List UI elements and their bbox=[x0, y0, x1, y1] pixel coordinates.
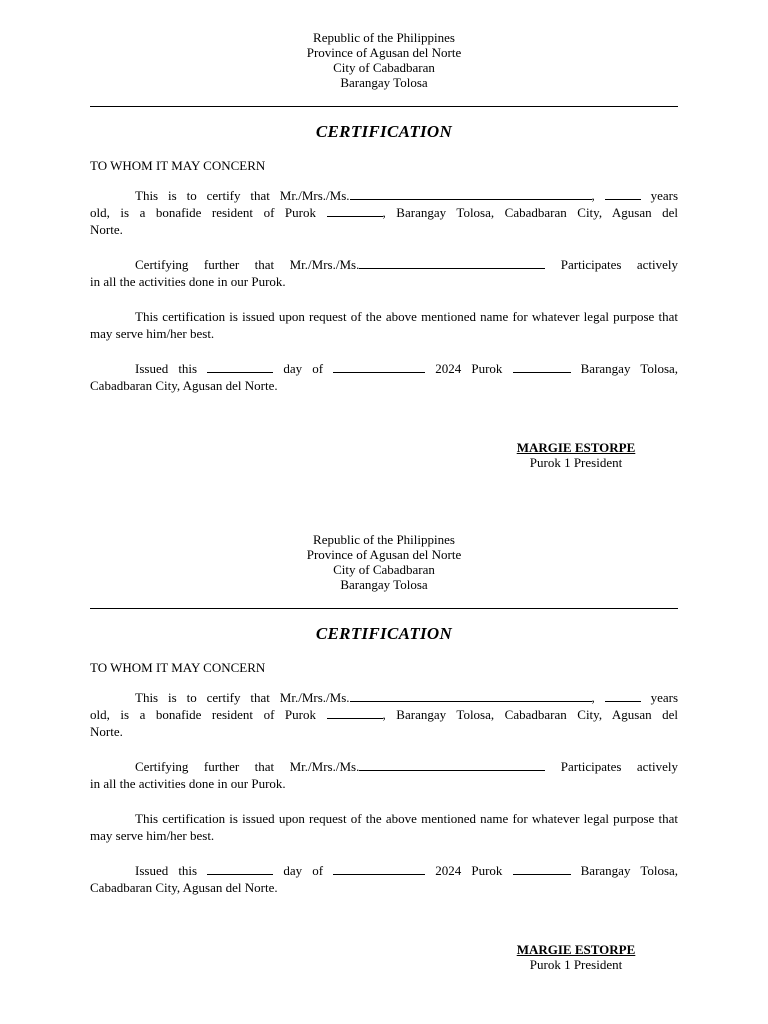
signatory-position: Purok 1 President bbox=[529, 455, 623, 470]
signatory-position: Purok 1 President bbox=[529, 957, 623, 972]
header-divider bbox=[90, 106, 678, 107]
paragraph-purpose: This certification is issued upon request of the above mentioned name for whatever legal purpose that may serve him/her best. bbox=[90, 309, 678, 341]
signatory-name: MARGIE ESTORPE bbox=[516, 440, 636, 455]
month-blank bbox=[333, 360, 425, 373]
header-city: City of Cabadbaran bbox=[333, 562, 435, 577]
document-title: CERTIFICATION bbox=[315, 122, 453, 141]
header-republic: Republic of the Philippines bbox=[313, 30, 455, 45]
day-blank bbox=[207, 862, 273, 875]
paragraph-participation: Certifying further that Mr./Mrs./Ms. Participates actively in all the activities done in our Purok. bbox=[90, 759, 678, 791]
name-blank bbox=[350, 689, 592, 702]
paragraph-residency: This is to certify that Mr./Mrs./Ms. , years old, is a bonafide resident of Purok , Barangay Tolosa, Cabadbaran City, Agusan del Norte. bbox=[90, 690, 679, 739]
addressee: TO WHOM IT MAY CONCERN bbox=[90, 158, 266, 173]
document-title: CERTIFICATION bbox=[315, 624, 453, 643]
name-blank bbox=[350, 187, 592, 200]
paragraph-residency: This is to certify that Mr./Mrs./Ms. , years old, is a bonafide resident of Purok , Barangay Tolosa, Cabadbaran City, Agusan del Norte. bbox=[90, 188, 679, 237]
participant-name-blank bbox=[359, 256, 545, 269]
purok-blank bbox=[327, 706, 383, 719]
certificate-2 bbox=[90, 532, 679, 972]
header-province: Province of Agusan del Norte bbox=[306, 45, 462, 60]
signature-block bbox=[496, 942, 656, 972]
participant-name-blank bbox=[359, 758, 545, 771]
signatory-name: MARGIE ESTORPE bbox=[516, 942, 636, 957]
certificate-1 bbox=[90, 30, 679, 470]
day-blank bbox=[207, 360, 273, 373]
paragraph-purpose: This certification is issued upon request of the above mentioned name for whatever legal purpose that may serve him/her best. bbox=[90, 811, 678, 843]
paragraph-participation: Certifying further that Mr./Mrs./Ms. Participates actively in all the activities done in our Purok. bbox=[90, 257, 678, 289]
issued-purok-blank bbox=[513, 360, 571, 373]
header-city: City of Cabadbaran bbox=[333, 60, 435, 75]
age-blank bbox=[605, 689, 641, 702]
paragraph-issued: Issued this day of 2024 Purok Barangay Tolosa, Cabadbaran City, Agusan del Norte. bbox=[90, 863, 679, 895]
letterhead bbox=[90, 30, 678, 90]
header-province: Province of Agusan del Norte bbox=[306, 547, 462, 562]
header-barangay: Barangay Tolosa bbox=[340, 75, 428, 90]
header-republic: Republic of the Philippines bbox=[313, 532, 455, 547]
letterhead bbox=[90, 532, 678, 592]
age-blank bbox=[605, 187, 641, 200]
addressee: TO WHOM IT MAY CONCERN bbox=[90, 660, 266, 675]
signature-block bbox=[496, 440, 656, 470]
paragraph-issued: Issued this day of 2024 Purok Barangay Tolosa, Cabadbaran City, Agusan del Norte. bbox=[90, 361, 679, 393]
header-divider bbox=[90, 608, 678, 609]
header-barangay: Barangay Tolosa bbox=[340, 577, 428, 592]
purok-blank bbox=[327, 204, 383, 217]
issued-purok-blank bbox=[513, 862, 571, 875]
month-blank bbox=[333, 862, 425, 875]
